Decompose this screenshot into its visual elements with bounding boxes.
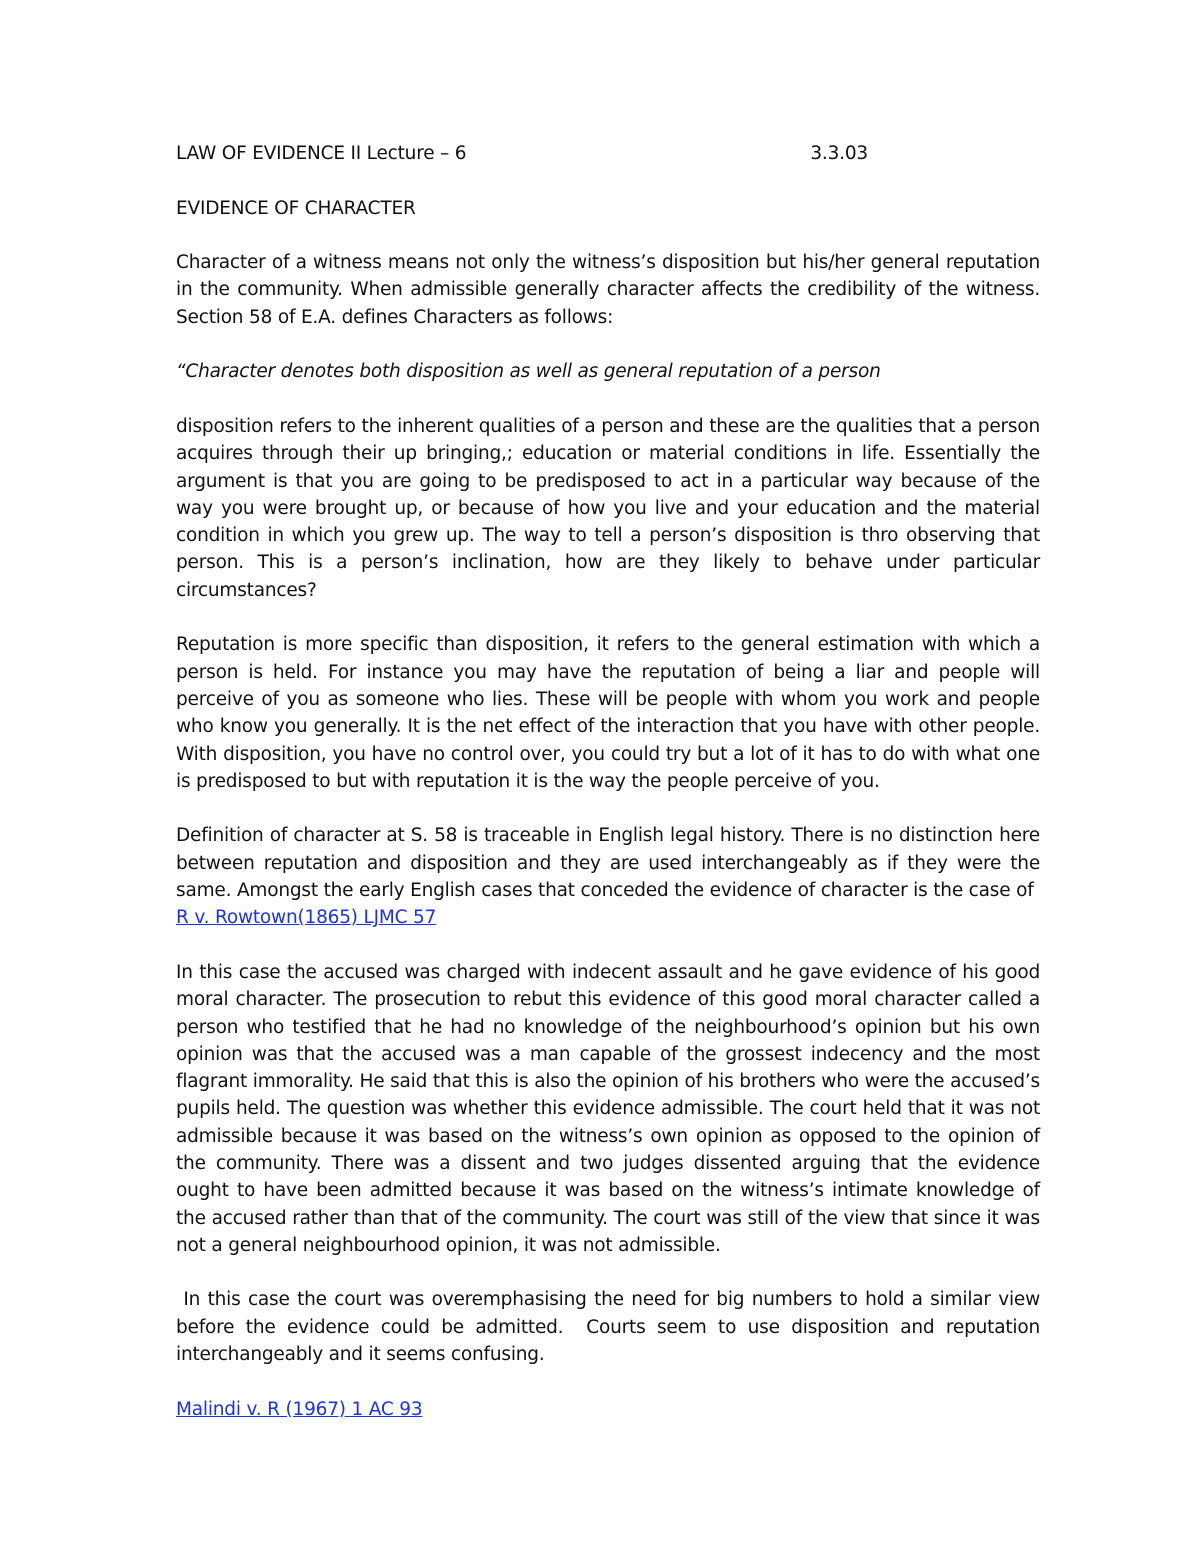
paragraph-disposition: disposition refers to the inherent qualities of a person and these are the qualities that a person acquires through their up bringing,; education or material conditions in life. Essentially the argument is that you are going to be predisposed to act in a particular way because of the way you were brought up, or because of how you live and your education and the material condition in which you grew up. The way to tell a person’s disposition is thro observing that person. This is a person’s inclination, how are they likely to behave under particular circumstances?	[176, 415, 1040, 601]
paragraph-case-facts: In this case the accused was charged with indecent assault and he gave evidence of his good moral character. The prosecution to rebut this evidence of this good moral character called a person who testified that he had no knowledge of the neighbourhood’s opinion but his own opinion was that the accused was a man capable of the grossest indecency and the most flagrant immorality. He said that this is also the opinion of his brothers who were the accused’s pupils held. The question was whether this evidence admissible. The court held that it was not admissible because it was based on the witness’s own opinion as opposed to the opinion of the community. There was a dissent and two judges dissented arguing that the evidence ought to have been admitted because it was based on the witness’s intimate knowledge of the accused rather than that of the community. The court was still of the view that since it was not a general neighbourhood opinion, it was not admissible.	[176, 961, 1040, 1256]
lecture-title: LAW OF EVIDENCE II Lecture – 6	[176, 143, 467, 164]
paragraph-intro: Character of a witness means not only the witness’s disposition but his/her general reputation in the community. When admissible generally character affects the credibility of the witness. Section 58 of E.A. defines Characters as follows:	[176, 252, 1040, 328]
case-link-malindi[interactable]: Malindi v. R (1967) 1 AC 93	[176, 1398, 423, 1420]
paragraph-quote: “Character denotes both disposition as well as general reputation of a person	[176, 361, 881, 383]
lecture-date: 3.3.03	[810, 143, 868, 164]
paragraph-case-comment: In this case the court was overemphasising the need for big numbers to hold a similar view before the evidence could be admitted. Courts seem to use disposition and reputation interchangeably and it seems confusing.	[176, 1289, 1046, 1366]
paragraph-reputation: Reputation is more specific than disposition, it refers to the general estimation with which a person is held. For instance you may have the reputation of being a liar and people will perceive of you as someone who lies. These will be people with whom you work and people who know you generally. It is the net effect of the interaction that you have with other people. With disposition, you have no control over, you could try but a lot of it has to do with what one is predisposed to but with reputation it is the way the people perceive of you.	[176, 634, 1040, 792]
paragraph-definition: Definition of character at S. 58 is traceable in English legal history. There is no distinction here between reputation and disposition and they are used interchangeably as if they were the same. Amongst the early English cases that conceded the evidence of character is the case of	[176, 825, 1040, 902]
case-link-rowtown[interactable]: R v. Rowtown(1865) LJMC 57	[176, 907, 437, 929]
section-heading: EVIDENCE OF CHARACTER	[176, 197, 416, 219]
document-header	[176, 140, 868, 167]
document-page	[176, 140, 1046, 1450]
